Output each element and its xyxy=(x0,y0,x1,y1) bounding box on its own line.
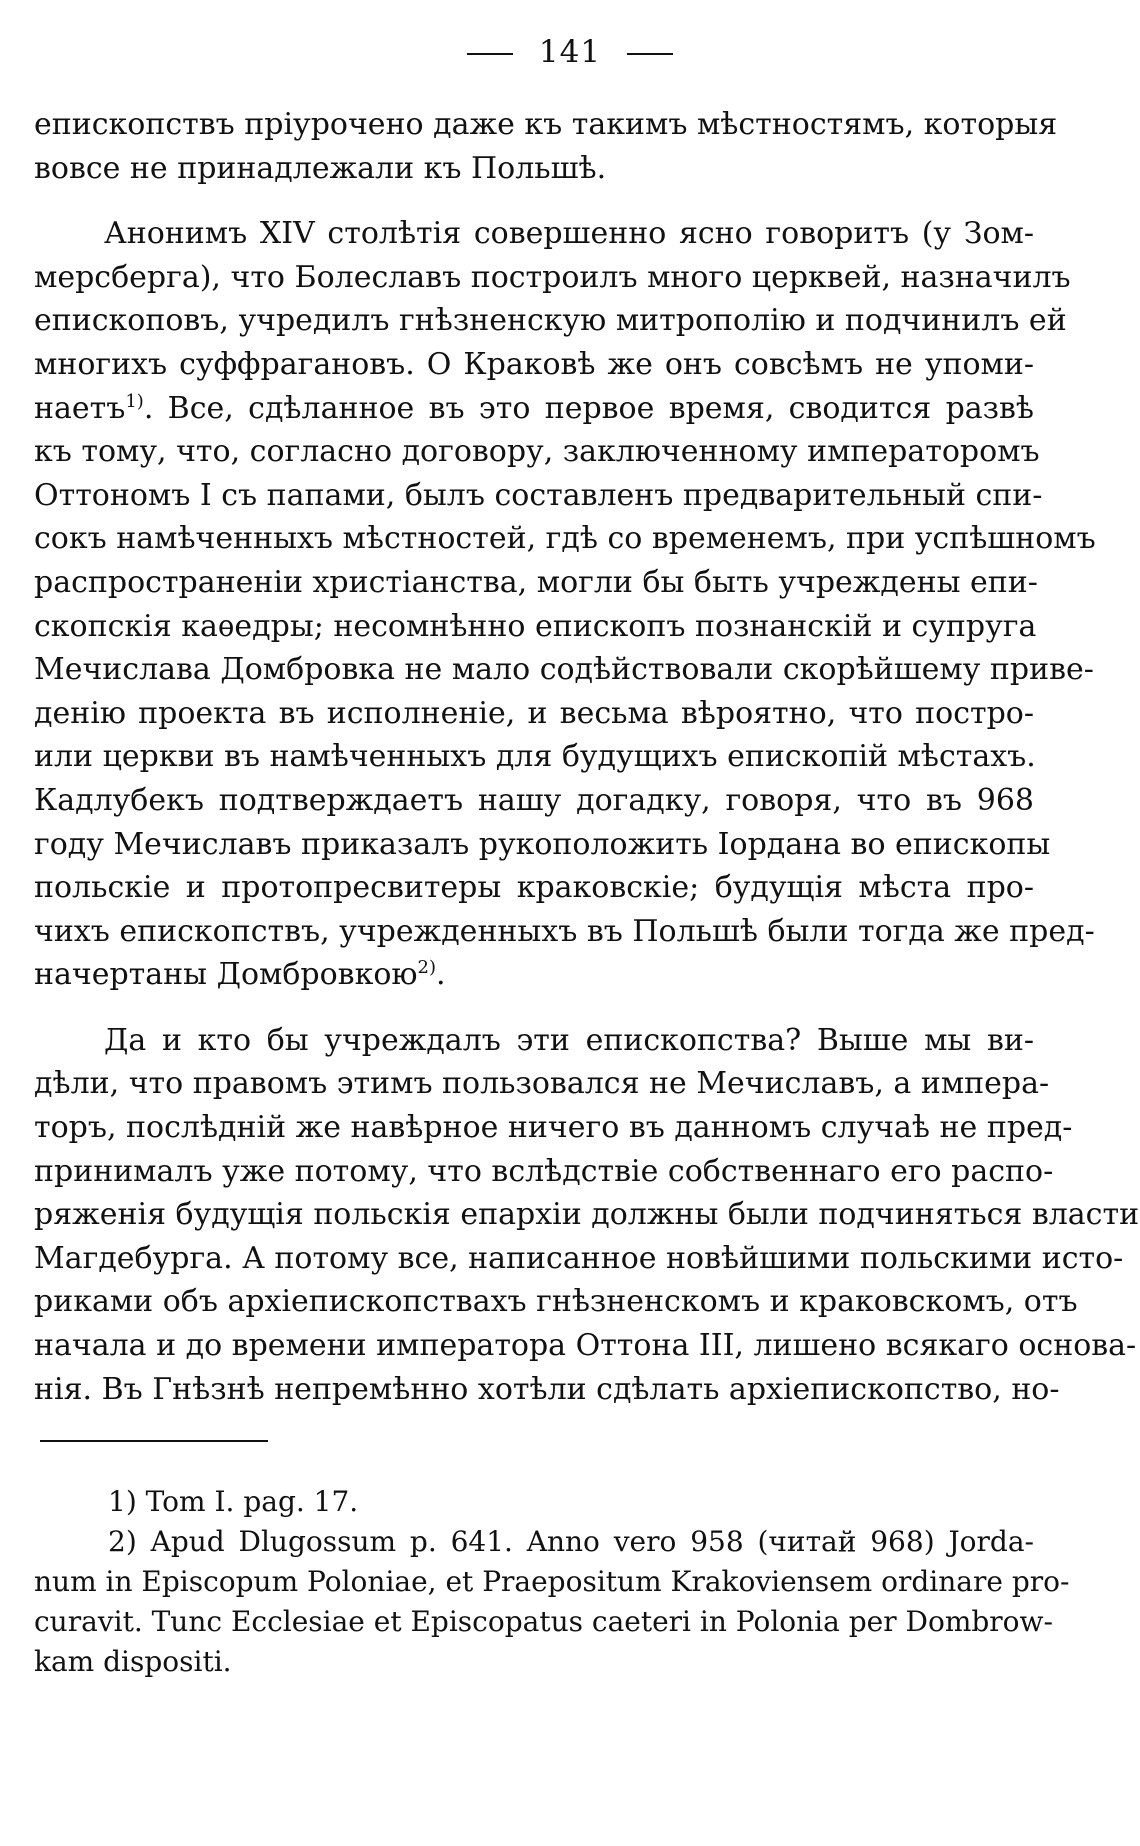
footnote-1 xyxy=(34,1482,1034,1522)
text-line: денію проекта въ исполненіе, и весьма вѣроятно, что постро- xyxy=(34,695,1034,731)
text-line: вовсе не принадлежали къ Польшѣ. xyxy=(34,150,607,186)
text-line: Мечислава Домбровка не мало содѣйствовали скорѣйшему приве- xyxy=(34,652,1094,688)
text-line: ряженія будущія польскія епархіи должны были подчиняться власти xyxy=(34,1197,1140,1233)
text-line: епископствъ пріурочено даже къ такимъ мѣстностямъ, которыя xyxy=(34,107,1058,142)
text-line: епископовъ, учредилъ гнѣзненскую митрополію и подчинилъ ей xyxy=(34,303,1067,339)
text-fragment: наетъ xyxy=(34,390,126,426)
text-line: чихъ епископствъ, учрежденныхъ въ Польшѣ были тогда же пред- xyxy=(34,913,1095,949)
footnote-mark: 2) xyxy=(108,1525,137,1558)
text-line-with-footnote xyxy=(34,387,1034,431)
footnotes xyxy=(34,1482,1070,1682)
footnote-text: Tom I. pag. 17. xyxy=(145,1485,359,1518)
footnote-ref-1: 1) xyxy=(125,390,144,412)
text-line: начала и до времени императора Оттона III, лишено всякаго основа- xyxy=(34,1328,1137,1364)
text-line: или церкви въ намѣченныхъ для будущихъ епископій мѣстахъ. xyxy=(34,739,1036,775)
page-number: 141 xyxy=(538,34,602,70)
footnote-separator xyxy=(40,1440,268,1442)
text-line: дѣли, что правомъ этимъ пользовался не Мечиславъ, а импера- xyxy=(34,1066,1050,1102)
header-dash-left xyxy=(467,53,513,55)
header-dash-right xyxy=(627,53,673,55)
paragraph-gap xyxy=(34,190,1034,212)
text-line: Магдебурга. А потому все, написанное новѣйшими польскими исто- xyxy=(34,1240,1124,1276)
text-line: Оттономъ I съ папами, былъ составленъ предварительный спи- xyxy=(34,477,1043,513)
text-line: Анонимъ XIV столѣтія совершенно ясно говоритъ (у Зом- xyxy=(104,216,1034,252)
text-line: Кадлубекъ подтверждаетъ нашу догадку, говоря, что въ 968 xyxy=(34,782,1034,818)
footnote-mark: 1) xyxy=(108,1485,137,1518)
text-line: риками объ архіепископствахъ гнѣзненскомъ и краковскомъ, отъ xyxy=(34,1284,1078,1320)
paragraph-gap xyxy=(34,997,1034,1019)
text-line: распространеніи христіанства, могли бы быть учреждены епи- xyxy=(34,564,1038,600)
main-text xyxy=(34,103,1140,1411)
text-line: польскіе и протопресвитеры краковскіе; будущія мѣста про- xyxy=(34,870,1034,906)
text-line: торъ, послѣдній же навѣрное ничего въ данномъ случаѣ не пред- xyxy=(34,1110,1073,1146)
text-line: нія. Въ Гнѣзнѣ непремѣнно хотѣли сдѣлать архіепископство, но- xyxy=(34,1371,1060,1407)
footnote-2-line: kam dispositi. xyxy=(34,1645,232,1678)
text-fragment: . Все, сдѣланное въ это первое время, сводится развѣ xyxy=(143,390,1034,426)
text-line: многихъ суффрагановъ. О Краковѣ же онъ совсѣмъ не упоми- xyxy=(34,346,1034,382)
text-line: Да и кто бы учреждалъ эти епископства? Выше мы ви- xyxy=(104,1022,1034,1058)
text-line: скопскія каѳедры; несомнѣнно епископъ познанскій и супруга xyxy=(34,608,1037,644)
text-fragment: . xyxy=(435,957,446,993)
text-line: сокъ намѣченныхъ мѣстностей, гдѣ со временемъ, при успѣшномъ xyxy=(34,521,1096,557)
text-line-with-footnote xyxy=(34,953,1034,997)
footnote-2-line: num in Episcopum Poloniae, et Praepositum Krakoviensem ordinare pro- xyxy=(34,1565,1070,1598)
text-line: мерсберга), что Болеславъ построилъ много церквей, назначилъ xyxy=(34,259,1071,295)
footnote-ref-2: 2) xyxy=(417,957,436,979)
footnote-text: Apud Dlugossum p. 641. Anno vero 958 (читай 968) Jorda- xyxy=(150,1525,1034,1558)
footnote-2-line: curavit. Tunc Ecclesiae et Episcopatus caeteri in Polonia per Dombrow- xyxy=(34,1605,1053,1638)
text-line: принималъ уже потому, что вслѣдствіе собственнаго его распо- xyxy=(34,1153,1054,1189)
page-header xyxy=(0,34,1140,70)
footnote-2-line xyxy=(34,1522,1034,1562)
text-line: году Мечиславъ приказалъ рукоположить Іордана во епископы xyxy=(34,826,1051,862)
text-fragment: начертаны Домбровкою xyxy=(34,957,418,993)
text-line: къ тому, что, согласно договору, заключенному императоромъ xyxy=(34,434,1040,470)
